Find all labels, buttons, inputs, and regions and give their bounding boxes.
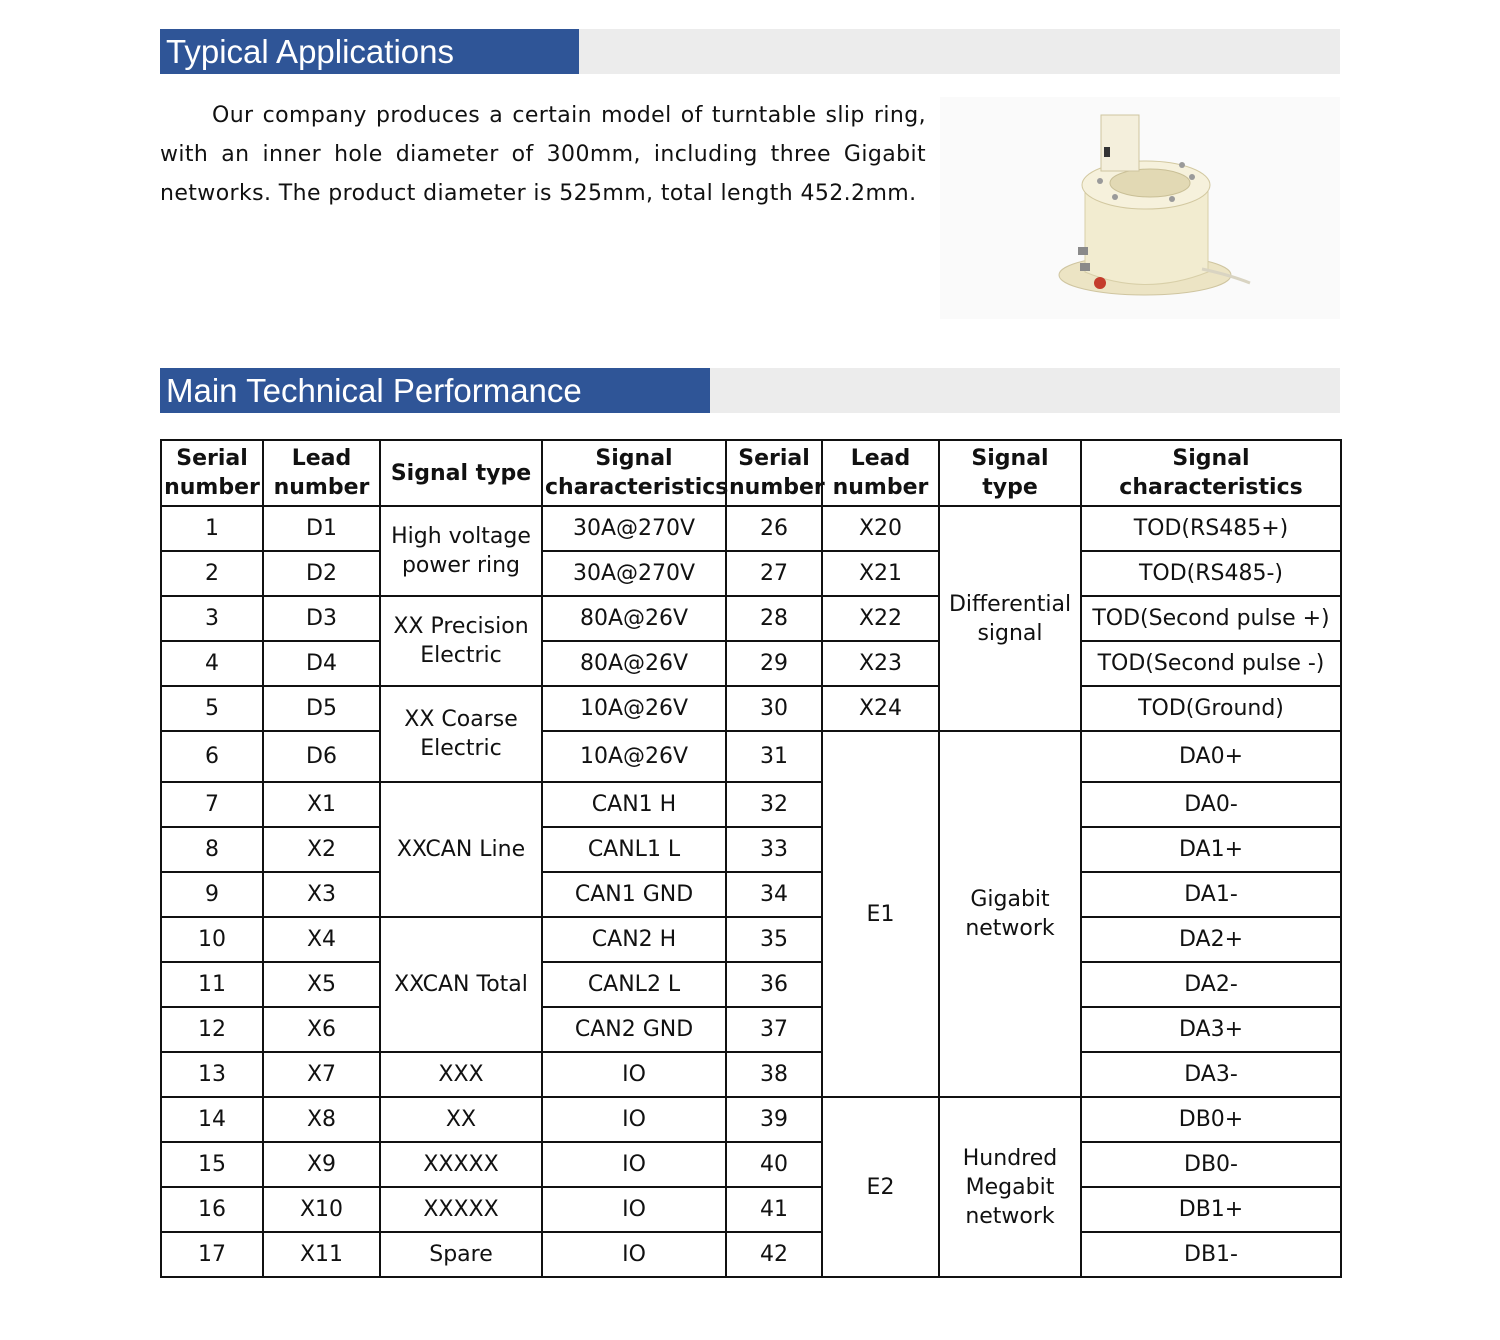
characteristic-cell: 10A@26V [542,686,726,731]
characteristic-cell: IO [542,1187,726,1232]
serial-cell: 8 [161,827,263,872]
table-row [161,917,1341,962]
signal-type-cell: XX [380,1097,542,1142]
serial-cell-2: 42 [726,1232,822,1277]
serial-cell: 10 [161,917,263,962]
header-serial-number: Serial number [161,440,263,506]
serial-cell-2: 35 [726,917,822,962]
lead-cell: D1 [263,506,380,551]
characteristic-cell-2: DA2+ [1081,917,1341,962]
section-title-applications: Typical Applications [160,29,579,74]
signal-type-cell: XXX [380,1052,542,1097]
serial-cell: 6 [161,731,263,782]
table-row [161,551,1341,596]
serial-cell-2: 39 [726,1097,822,1142]
table-row [161,1097,1341,1142]
serial-cell-2: 33 [726,827,822,872]
lead-cell: X2 [263,827,380,872]
table-header-row [161,440,1341,506]
table-row [161,506,1341,551]
signal-type-cell: XXXXX [380,1187,542,1232]
characteristic-cell-2: DB1+ [1081,1187,1341,1232]
signal-type-cell-2: Hundred Megabit network [939,1097,1081,1277]
table-row [161,1142,1341,1187]
characteristic-cell: 30A@270V [542,506,726,551]
characteristic-cell: 30A@270V [542,551,726,596]
performance-table [160,439,1342,1278]
serial-cell-2: 36 [726,962,822,1007]
serial-cell: 4 [161,641,263,686]
serial-cell: 9 [161,872,263,917]
signal-type-cell: High voltage power ring [380,506,542,596]
serial-cell: 13 [161,1052,263,1097]
signal-type-cell-2: Differential signal [939,506,1081,731]
characteristic-cell: 80A@26V [542,641,726,686]
table-row [161,1232,1341,1277]
table-row [161,1187,1341,1232]
table-row [161,782,1341,827]
serial-cell: 5 [161,686,263,731]
lead-cell: X6 [263,1007,380,1052]
header-lead-number-2: Lead number [822,440,939,506]
header-signal-characteristics-2: Signal characteristics [1081,440,1341,506]
serial-cell-2: 30 [726,686,822,731]
serial-cell: 1 [161,506,263,551]
signal-type-cell: XX Coarse Electric [380,686,542,782]
characteristic-cell-2: DA1+ [1081,827,1341,872]
serial-cell: 7 [161,782,263,827]
lead-cell: X7 [263,1052,380,1097]
characteristic-cell-2: TOD(Second pulse +) [1081,596,1341,641]
characteristic-cell-2: DB0+ [1081,1097,1341,1142]
serial-cell-2: 28 [726,596,822,641]
lead-cell: X11 [263,1232,380,1277]
characteristic-cell-2: DA3- [1081,1052,1341,1097]
serial-cell: 2 [161,551,263,596]
signal-type-cell: XX Precision Electric [380,596,542,686]
serial-cell-2: 29 [726,641,822,686]
signal-type-cell: Spare [380,1232,542,1277]
table-row [161,1052,1341,1097]
serial-cell-2: 38 [726,1052,822,1097]
lead-cell: D6 [263,731,380,782]
lead-cell: X5 [263,962,380,1007]
characteristic-cell: CAN2 H [542,917,726,962]
lead-cell-2: X21 [822,551,939,596]
serial-cell-2: 40 [726,1142,822,1187]
characteristic-cell-2: TOD(RS485+) [1081,506,1341,551]
characteristic-cell-2: TOD(Second pulse -) [1081,641,1341,686]
header-lead-number: Lead number [263,440,380,506]
slip-ring-illustration [940,97,1340,319]
table-row [161,596,1341,641]
section-header-applications [160,29,1340,74]
characteristic-cell-2: TOD(RS485-) [1081,551,1341,596]
serial-cell: 17 [161,1232,263,1277]
characteristic-cell: IO [542,1097,726,1142]
serial-cell: 16 [161,1187,263,1232]
intro-paragraph: Our company produces a certain model of turntable slip ring, with an inner hole diameter of 300mm, including three Gigabit networks. The product diameter is 525mm, total length 452.2mm. [160,103,926,206]
signal-type-cell-2: Gigabit network [939,731,1081,1097]
characteristic-cell: CANL2 L [542,962,726,1007]
lead-cell: D4 [263,641,380,686]
product-image [940,97,1340,319]
table-row [161,827,1341,872]
characteristic-cell-2: DA2- [1081,962,1341,1007]
lead-cell: X1 [263,782,380,827]
signal-type-cell: XXCAN Total [380,917,542,1052]
signal-type-cell: XXXXX [380,1142,542,1187]
characteristic-cell-2: DA0+ [1081,731,1341,782]
section-title-performance: Main Technical Performance [160,368,710,413]
serial-cell-2: 27 [726,551,822,596]
lead-cell: D2 [263,551,380,596]
header-signal-characteristics: Signal characteristics [542,440,726,506]
table-row [161,686,1341,731]
table-row [161,872,1341,917]
lead-cell-2: E2 [822,1097,939,1277]
header-signal-type: Signal type [380,440,542,506]
table-row [161,731,1341,782]
serial-cell: 11 [161,962,263,1007]
signal-type-cell: XXCAN Line [380,782,542,917]
serial-cell-2: 26 [726,506,822,551]
characteristic-cell-2: TOD(Ground) [1081,686,1341,731]
serial-cell-2: 31 [726,731,822,782]
lead-cell: X10 [263,1187,380,1232]
lead-cell-2: X22 [822,596,939,641]
characteristic-cell: CANL1 L [542,827,726,872]
lead-cell-2: X23 [822,641,939,686]
table-row [161,641,1341,686]
serial-cell: 15 [161,1142,263,1187]
characteristic-cell-2: DB1- [1081,1232,1341,1277]
lead-cell-2: X24 [822,686,939,731]
header-signal-type-2: Signal type [939,440,1081,506]
lead-cell-2: X20 [822,506,939,551]
lead-cell: D5 [263,686,380,731]
characteristic-cell-2: DA3+ [1081,1007,1341,1052]
serial-cell: 3 [161,596,263,641]
serial-cell-2: 41 [726,1187,822,1232]
characteristic-cell: CAN1 GND [542,872,726,917]
section-header-performance [160,368,1340,413]
lead-cell: D3 [263,596,380,641]
serial-cell-2: 37 [726,1007,822,1052]
characteristic-cell: 10A@26V [542,731,726,782]
characteristic-cell: IO [542,1232,726,1277]
serial-cell: 12 [161,1007,263,1052]
characteristic-cell: IO [542,1052,726,1097]
lead-cell: X8 [263,1097,380,1142]
serial-cell-2: 34 [726,872,822,917]
serial-cell-2: 32 [726,782,822,827]
lead-cell: X4 [263,917,380,962]
table-row [161,962,1341,1007]
characteristic-cell-2: DA1- [1081,872,1341,917]
characteristic-cell: CAN2 GND [542,1007,726,1052]
table-row [161,1007,1341,1052]
characteristic-cell: IO [542,1142,726,1187]
characteristic-cell: 80A@26V [542,596,726,641]
lead-cell-2: E1 [822,731,939,1097]
characteristic-cell-2: DA0- [1081,782,1341,827]
characteristic-cell: CAN1 H [542,782,726,827]
header-serial-number-2: Serial number [726,440,822,506]
lead-cell: X9 [263,1142,380,1187]
serial-cell: 14 [161,1097,263,1142]
characteristic-cell-2: DB0- [1081,1142,1341,1187]
lead-cell: X3 [263,872,380,917]
